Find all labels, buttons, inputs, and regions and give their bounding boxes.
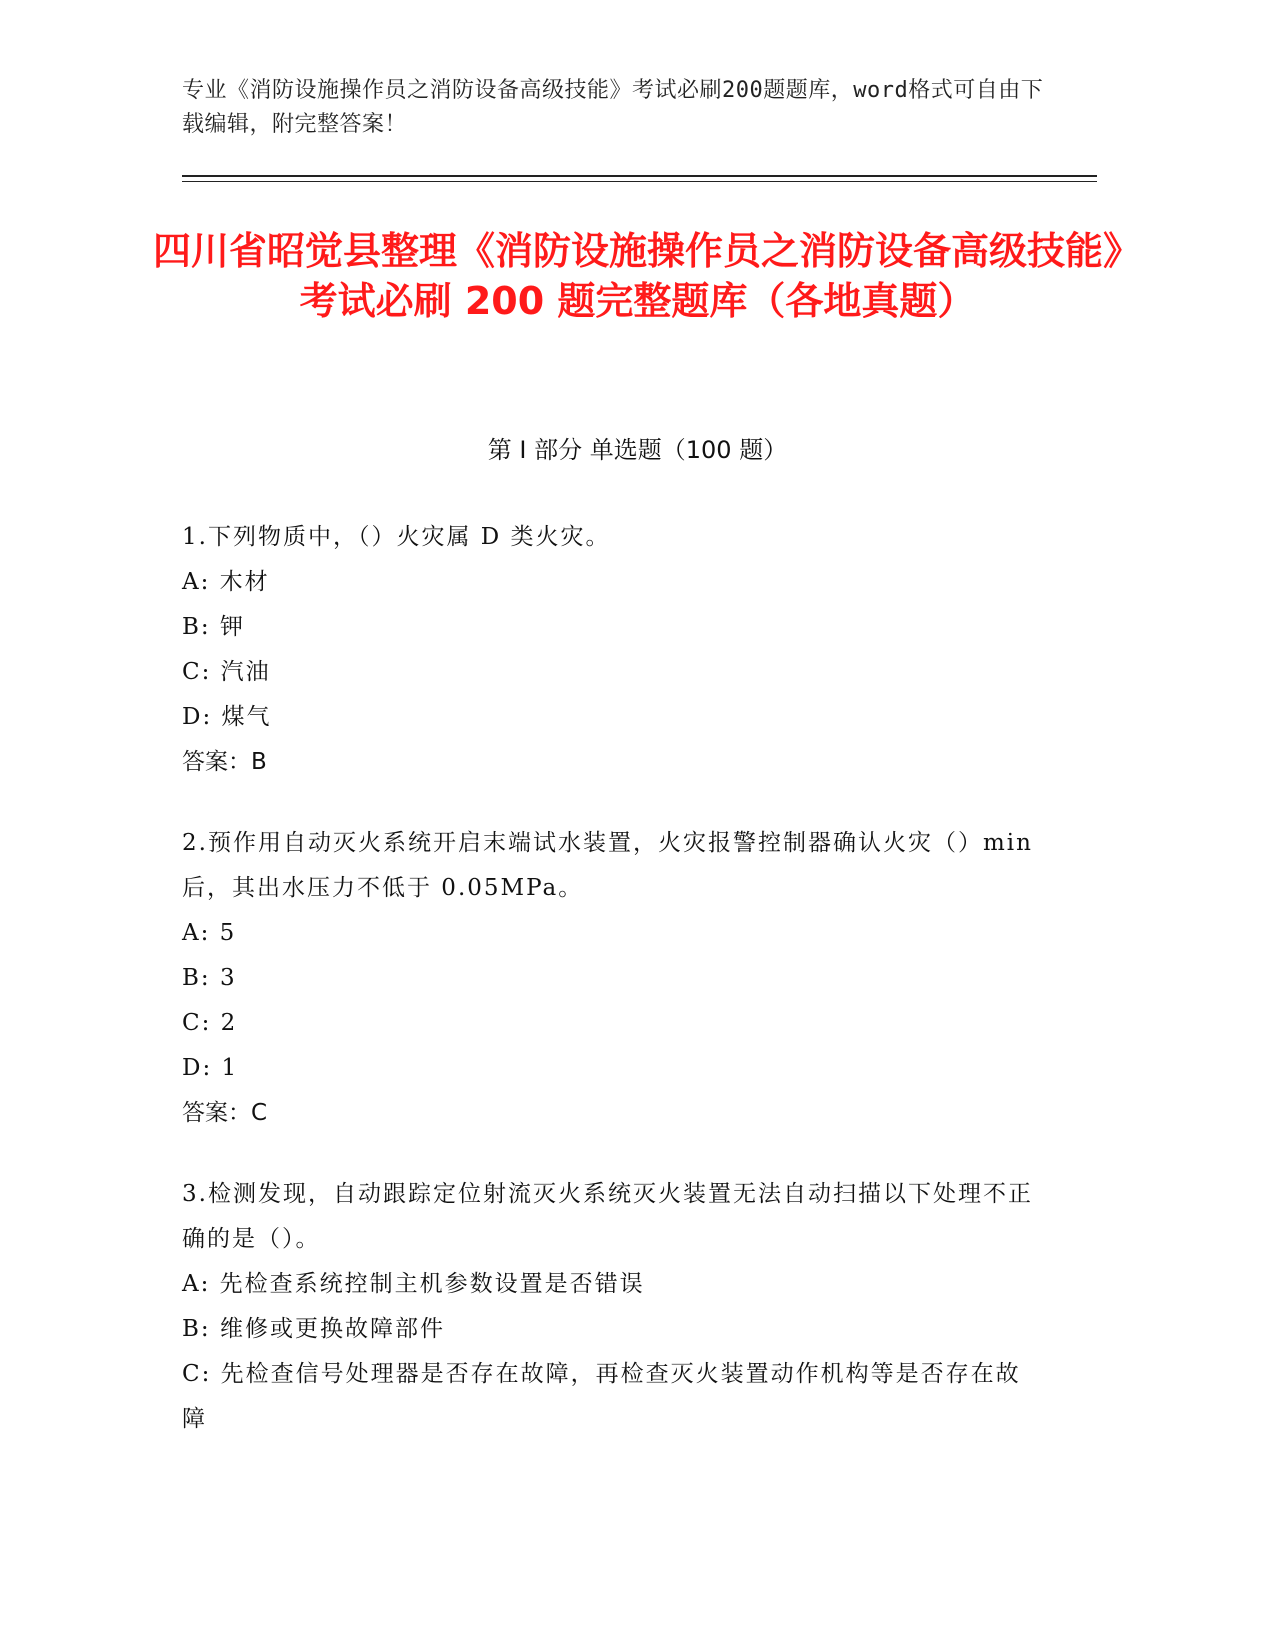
- option-b: B: 3: [182, 965, 237, 991]
- document-title: 四川省昭觉县整理《消防设施操作员之消防设备高级技能》考试必刷 200 题完整题库（各地真题）: [152, 229, 1122, 323]
- option-d: D: 1: [182, 1055, 239, 1081]
- question-1: [182, 515, 1042, 785]
- option-b: B: 钾: [182, 614, 245, 640]
- option-b: B: 维修或更换故障部件: [182, 1316, 445, 1342]
- question-stem: 2.预作用自动灭火系统开启末端试水装置，火灾报警控制器确认火灾（）min 后，其出水压力不低于 0.05MPa。: [182, 830, 1033, 901]
- option-d: D: 煤气: [182, 704, 272, 730]
- option-c: C: 先检查信号处理器是否存在故障，再检查灭火装置动作机构等是否存在故障: [182, 1361, 1021, 1432]
- header-divider-thin: [182, 181, 1097, 182]
- answer: 答案：C: [182, 1100, 268, 1126]
- question-list: [182, 515, 1042, 1478]
- question-stem: 1.下列物质中，（）火灾属 D 类火灾。: [182, 524, 611, 550]
- question-stem: 3.检测发现，自动跟踪定位射流灭火系统灭火装置无法自动扫描以下处理不正确的是（）。: [182, 1181, 1033, 1252]
- question-2: [182, 821, 1042, 1136]
- option-a: A: 5: [182, 920, 237, 946]
- option-c: C: 汽油: [182, 659, 271, 685]
- section-title: 第 I 部分 单选题（100 题）: [487, 436, 788, 464]
- question-3: [182, 1172, 1042, 1442]
- header-divider-thick: [182, 175, 1097, 177]
- option-c: C: 2: [182, 1010, 238, 1036]
- option-a: A: 先检查系统控制主机参数设置是否错误: [182, 1271, 645, 1297]
- header-note: 专业《消防设施操作员之消防设备高级技能》考试必刷200题题库，word格式可自由下载编辑，附完整答案！: [182, 78, 1044, 137]
- option-a: A: 木材: [182, 569, 270, 595]
- answer: 答案：B: [182, 749, 267, 775]
